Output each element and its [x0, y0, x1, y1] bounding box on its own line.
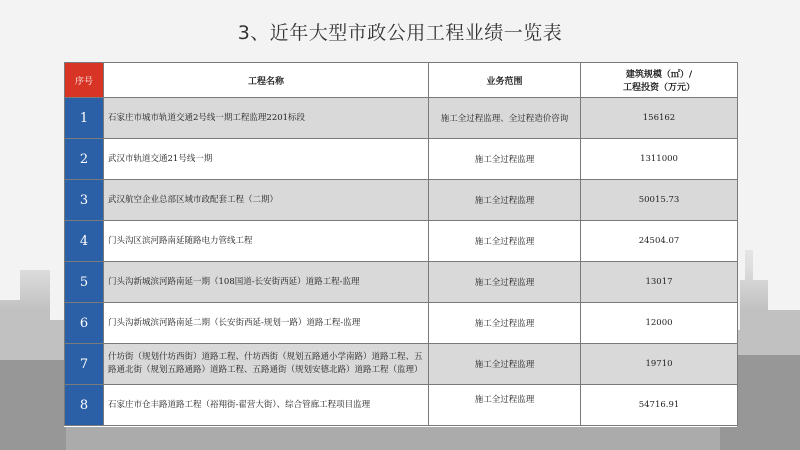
project-name: 石家庄市城市轨道交通2号线一期工程监理2201标段 [104, 98, 429, 139]
page-title: 3、近年大型市政公用工程业绩一览表 [237, 22, 563, 44]
header-scale-line1: 建筑规模（㎡）/ [625, 70, 693, 80]
project-scale: 54716.91 [581, 385, 738, 426]
header-scope: 业务范围 [429, 63, 581, 98]
header-seq: 序号 [65, 63, 104, 98]
table-row [65, 303, 738, 344]
project-scale: 1311000 [581, 139, 738, 180]
row-number: 8 [65, 385, 104, 426]
project-name: 什坊街（规划什坊西街）道路工程、什坊西街（规划五路通小学南路）道路工程、五路通北街（规划五路通路）道路工程、五路通街（规划安德北路）道路工程（监理） [104, 344, 429, 385]
row-number: 4 [65, 221, 104, 262]
row-number: 6 [65, 303, 104, 344]
table-row [65, 385, 738, 426]
row-number: 2 [65, 139, 104, 180]
business-scope: 施工全过程监理 [429, 180, 581, 221]
project-scale: 13017 [581, 262, 738, 303]
business-scope: 施工全过程监理 [429, 262, 581, 303]
project-scale: 19710 [581, 344, 738, 385]
business-scope: 施工全过程监理 [429, 221, 581, 262]
project-scale: 50015.73 [581, 180, 738, 221]
table-row [65, 98, 738, 139]
table-row [65, 139, 738, 180]
row-number: 5 [65, 262, 104, 303]
project-scale: 156162 [581, 98, 738, 139]
business-scope: 施工全过程监理 [429, 303, 581, 344]
row-number: 3 [65, 180, 104, 221]
projects-table-container [64, 62, 737, 427]
table-row [65, 262, 738, 303]
projects-table [64, 62, 738, 426]
project-name: 门头沟区滨河路南延随路电力管线工程 [104, 221, 429, 262]
project-name: 武汉航空企业总部区域市政配套工程（二期） [104, 180, 429, 221]
table-row [65, 180, 738, 221]
project-name: 石家庄市仓丰路道路工程（裕翔街-翟营大街）、综合管廊工程项目监理 [104, 385, 429, 426]
header-scale [581, 63, 738, 98]
business-scope: 施工全过程监理 [429, 139, 581, 180]
table-row [65, 221, 738, 262]
project-scale: 12000 [581, 303, 738, 344]
header-scale-line2: 工程投资（万元） [622, 83, 695, 93]
project-name: 门头沟新城滨河路南延一期（108国道-长安街西延）道路工程-监理 [104, 262, 429, 303]
project-name: 武汉市轨道交通21号线一期 [104, 139, 429, 180]
business-scope: 施工全过程监理、全过程造价咨询 [429, 98, 581, 139]
table-header-row [65, 63, 738, 98]
project-scale: 24504.07 [581, 221, 738, 262]
row-number: 7 [65, 344, 104, 385]
table-row [65, 344, 738, 385]
business-scope: 施工全过程监理 [429, 344, 581, 385]
header-name: 工程名称 [104, 63, 429, 98]
project-name: 门头沟新城滨河路南延二期（长安街西延-规划一路）道路工程-监理 [104, 303, 429, 344]
business-scope: 施工全过程监理 [429, 385, 581, 426]
row-number: 1 [65, 98, 104, 139]
